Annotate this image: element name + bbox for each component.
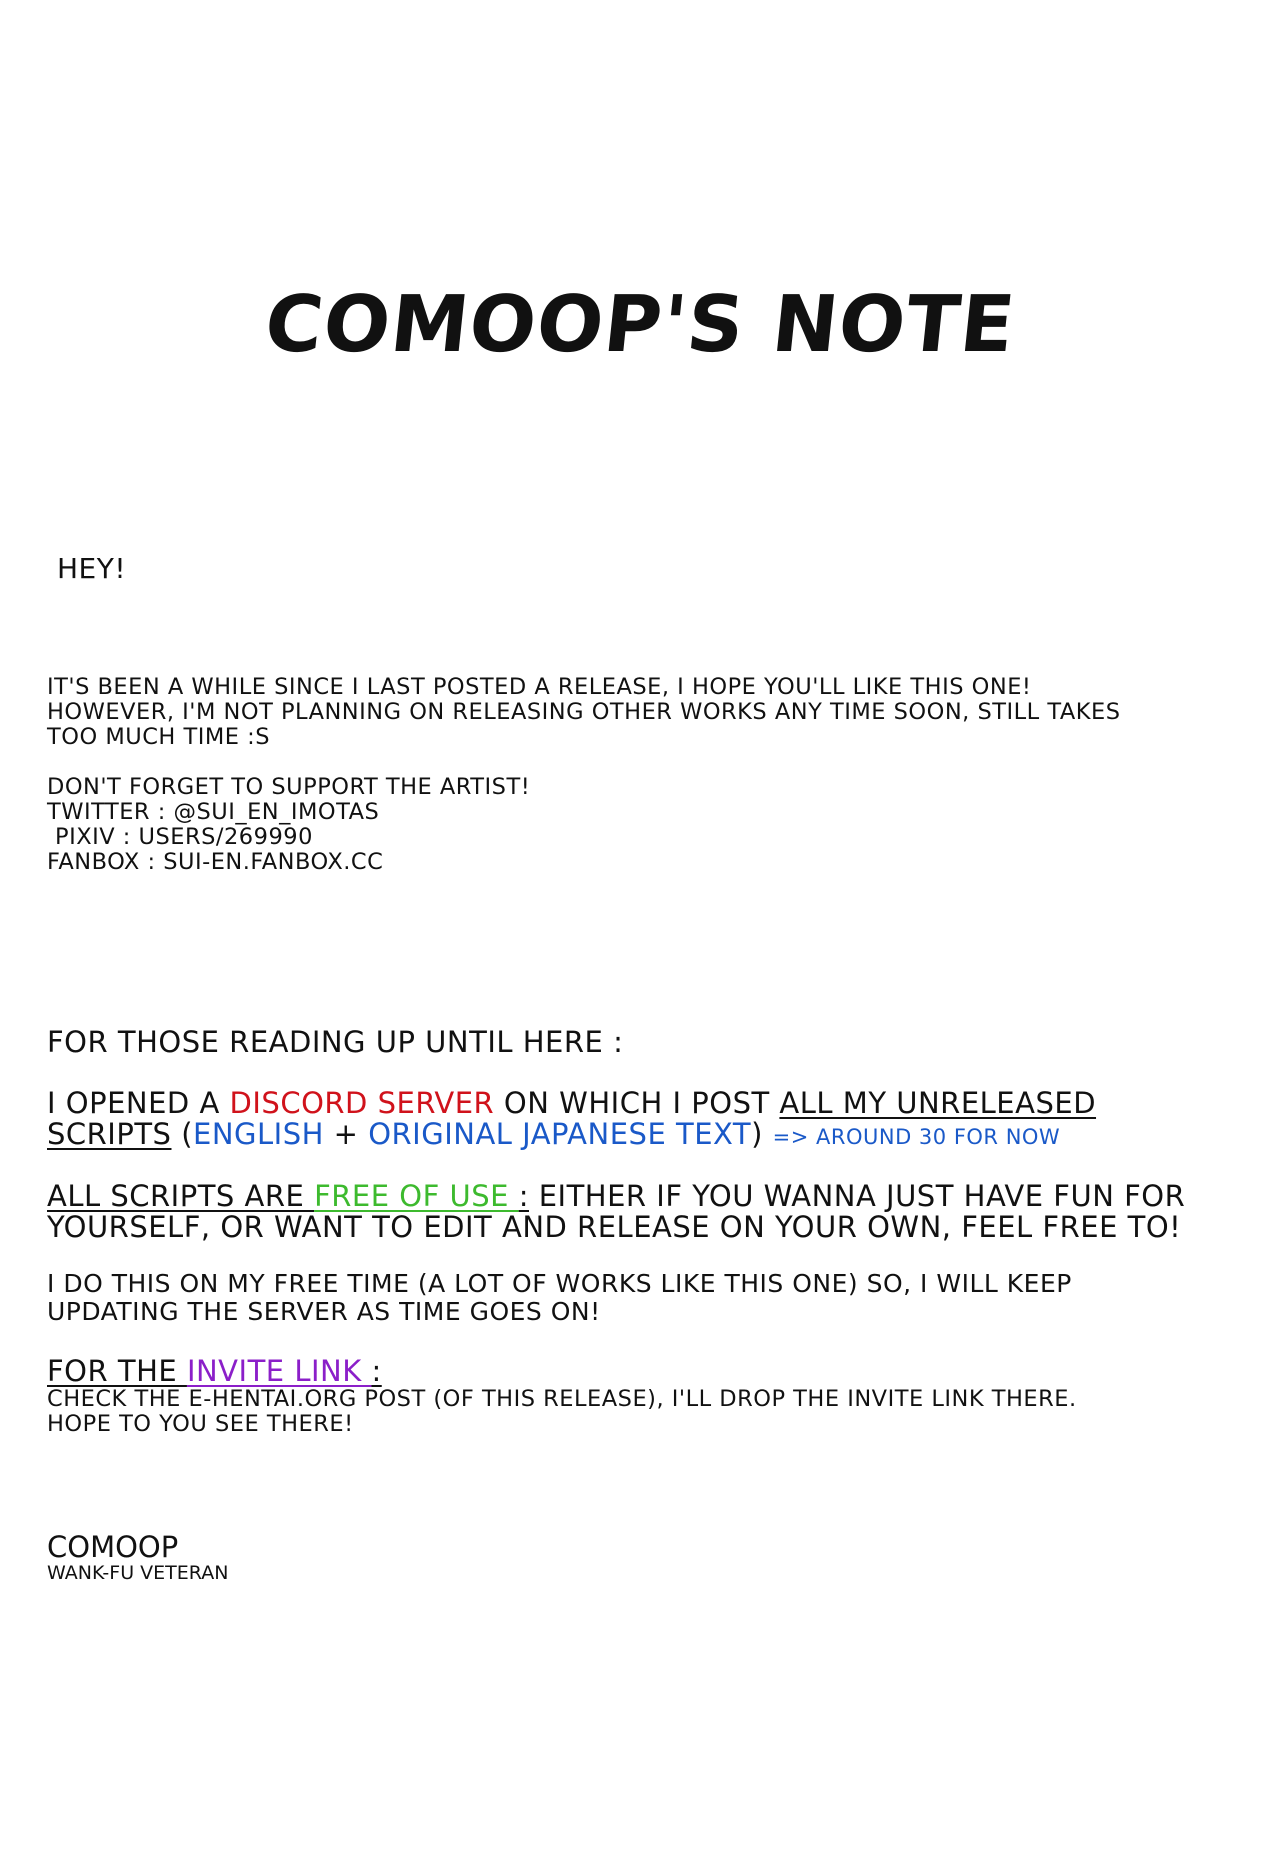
intro-paragraph [47,675,1121,750]
paren-open: ( [171,1117,194,1151]
invite-section [47,1356,1077,1437]
free-of-use-text: FREE OF USE [314,1179,519,1213]
free-time-line-1: I DO THIS ON MY FREE TIME (A LOT OF WORKS LIKE THIS ONE) SO, I WILL KEEP [47,1269,1072,1298]
invite-label-a: FOR THE [47,1354,187,1388]
discord-paragraph [47,1088,1096,1153]
free-use-paragraph [47,1181,1185,1243]
invite-heading [47,1356,1077,1387]
signature [47,1532,228,1584]
unreleased-text: ALL MY UNRELEASED [779,1086,1097,1120]
support-section [47,775,530,875]
intro-line-1: IT'S BEEN A WHILE SINCE I LAST POSTED A RELEASE, I HOPE YOU'LL LIKE THIS ONE! [47,674,1032,700]
intro-line-2: HOWEVER, I'M NOT PLANNING ON RELEASING OTHER WORKS ANY TIME SOON, STILL TAKES [47,699,1121,725]
intro-line-3: TOO MUCH TIME :S [47,724,271,750]
free-use-line-2: YOURSELF, OR WANT TO EDIT AND RELEASE ON YOUR OWN, FEEL FREE TO! [47,1210,1182,1244]
discord-server-text: DISCORD SERVER [229,1086,495,1120]
fanbox-handle: FANBOX : SUI-EN.FANBOX.CC [47,849,384,875]
invite-link-text: INVITE LINK [186,1354,372,1388]
free-use-rest-1: EITHER IF YOU WANNA JUST HAVE FUN FOR [528,1179,1186,1213]
pixiv-handle: PIXIV : USERS/269990 [55,824,313,850]
japanese-text: ORIGINAL JAPANESE TEXT [368,1117,752,1151]
signature-role: WANK-FU VETERAN [47,1562,229,1584]
discord-text-a: I OPENED A [47,1086,230,1120]
discord-line-1 [47,1088,1096,1119]
support-heading: DON'T FORGET TO SUPPORT THE ARTIST! [47,774,531,800]
invite-label-c: : [371,1354,382,1388]
signature-name: COMOOP [47,1530,179,1564]
free-use-label-a: ALL SCRIPTS ARE [47,1179,315,1213]
invite-line-1: CHECK THE E-HENTAI.ORG POST (OF THIS RELEASE), I'LL DROP THE INVITE LINK THERE. [47,1386,1077,1412]
free-use-line-1 [47,1181,1185,1212]
readers-heading: FOR THOSE READING UP UNTIL HERE : [47,1025,624,1059]
discord-line-2 [47,1119,1096,1153]
page-title: COMOOP'S NOTE [260,280,1020,370]
scripts-text: SCRIPTS [47,1117,172,1151]
discord-text-b: ON WHICH I POST [494,1086,780,1120]
script-count-note: => AROUND 30 FOR NOW [772,1125,1061,1149]
free-time-line-2: UPDATING THE SERVER AS TIME GOES ON! [47,1297,601,1326]
plus-text: + [323,1117,369,1151]
free-use-label-c: : [518,1179,529,1213]
twitter-handle: TWITTER : @SUI_EN_IMOTAS [47,799,380,825]
free-time-paragraph [47,1270,1072,1326]
paren-close: ) [751,1117,763,1151]
english-text: ENGLISH [193,1117,324,1151]
greeting: HEY! [57,552,127,585]
invite-line-2: HOPE TO YOU SEE THERE! [47,1411,354,1437]
